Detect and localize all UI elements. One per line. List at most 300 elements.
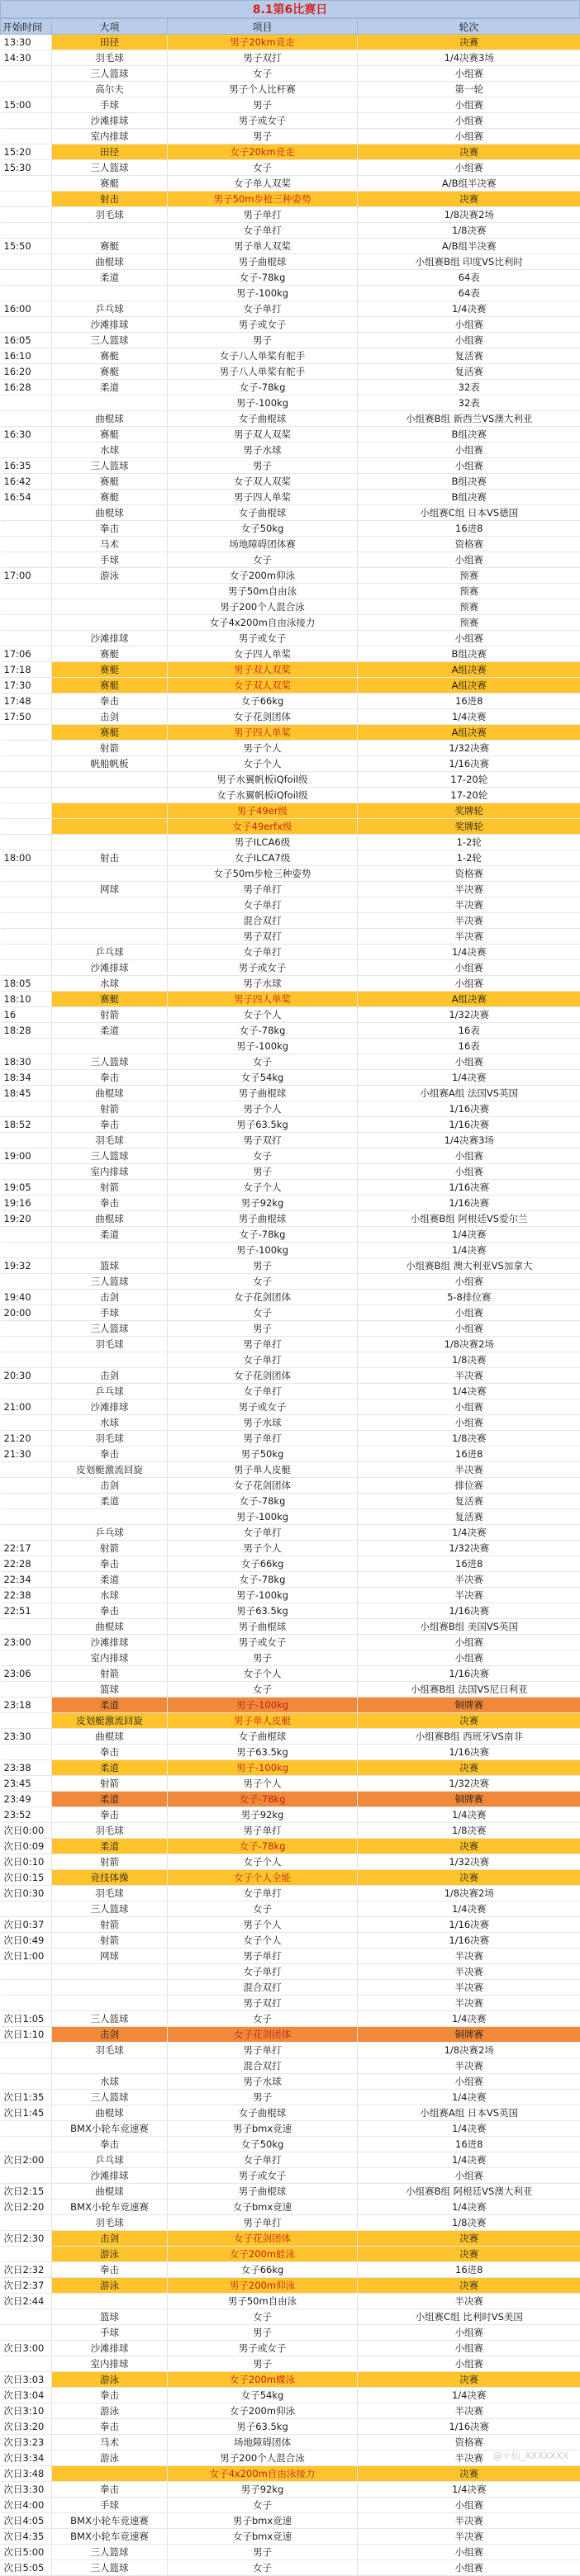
cell-round: 1/8决赛2场 — [358, 207, 580, 223]
cell-time: 22:38 — [1, 1588, 52, 1603]
cell-round: 16进8 — [358, 1556, 580, 1572]
cell-sport: 赛艇 — [52, 348, 168, 364]
table-row — [1, 1133, 580, 1148]
schedule-title: 8.1第6比赛日 — [0, 0, 580, 18]
cell-round: 16表 — [358, 1039, 580, 1054]
cell-event: 女子单打 — [168, 2152, 358, 2168]
table-row — [1, 2200, 580, 2215]
cell-sport: 室内排球 — [52, 2356, 168, 2372]
table-row — [1, 1603, 580, 1619]
table-row — [1, 395, 580, 411]
table-row — [1, 741, 580, 756]
cell-round: 半决赛 — [358, 2294, 580, 2309]
cell-sport: 柔道 — [52, 1839, 168, 1854]
cell-time: 19:40 — [1, 1290, 52, 1305]
cell-time — [1, 913, 52, 929]
cell-time: 17:06 — [1, 646, 52, 662]
cell-time — [1, 2074, 52, 2090]
cell-sport: 柔道 — [52, 1760, 168, 1776]
table-row — [1, 1494, 580, 1509]
cell-sport: 手球 — [52, 2498, 168, 2513]
cell-event: 混合双打 — [168, 913, 358, 929]
cell-round: 小组赛 — [358, 2498, 580, 2513]
cell-round: 1/4决赛 — [358, 2200, 580, 2215]
cell-time — [1, 1321, 52, 1337]
table-row — [1, 411, 580, 427]
cell-event: 男子曲棍球 — [168, 1211, 358, 1227]
cell-event: 女子曲棍球 — [168, 1729, 358, 1745]
cell-time: 22:51 — [1, 1603, 52, 1619]
table-row — [1, 2341, 580, 2356]
cell-time — [1, 788, 52, 803]
cell-round: 1/4决赛 — [358, 2388, 580, 2403]
table-row — [1, 2137, 580, 2152]
cell-time: 17:18 — [1, 662, 52, 678]
cell-event: 男子双打 — [168, 1996, 358, 2011]
cell-round: 小组赛 — [358, 960, 580, 976]
cell-sport: 游泳 — [52, 2451, 168, 2466]
table-row — [1, 286, 580, 301]
cell-sport: 沙滩排球 — [52, 113, 168, 129]
table-row — [1, 2247, 580, 2262]
cell-event: 男子水翼帆板iQfoil级 — [168, 772, 358, 788]
cell-time — [1, 1274, 52, 1290]
cell-event: 女子个人全能 — [168, 1870, 358, 1886]
cell-round: 小组赛 — [358, 160, 580, 176]
cell-event: 男子-100kg — [168, 1509, 358, 1525]
cell-sport: 三人篮球 — [52, 66, 168, 82]
cell-time — [1, 286, 52, 301]
cell-event: 男子个人 — [168, 1776, 358, 1792]
cell-time — [1, 1462, 52, 1478]
cell-sport: 马术 — [52, 2435, 168, 2451]
cell-round: 1-2轮 — [358, 850, 580, 866]
cell-time: 23:52 — [1, 1807, 52, 1823]
cell-sport: 羽毛球 — [52, 2043, 168, 2058]
cell-time: 21:30 — [1, 1447, 52, 1462]
cell-round: 1/4决赛 — [358, 2482, 580, 2498]
cell-time — [1, 2325, 52, 2341]
table-row — [1, 2513, 580, 2529]
cell-round: 64表 — [358, 286, 580, 301]
cell-time: 16:30 — [1, 427, 52, 443]
cell-round: 小组赛 — [358, 129, 580, 144]
cell-sport: 水球 — [52, 976, 168, 992]
cell-event: 女子单打 — [168, 1886, 358, 1901]
cell-time — [1, 2247, 52, 2262]
cell-round: 小组赛 — [358, 1148, 580, 1164]
cell-time: 18:10 — [1, 992, 52, 1007]
cell-time — [1, 1996, 52, 2011]
cell-sport — [52, 788, 168, 803]
table-row — [1, 2419, 580, 2435]
cell-event: 女子曲棍球 — [168, 505, 358, 521]
table-row — [1, 521, 580, 537]
cell-time: 19:05 — [1, 1180, 52, 1196]
cell-round: 决赛 — [358, 1870, 580, 1886]
schedule-table — [0, 18, 580, 2576]
cell-round: 小组赛 — [358, 443, 580, 458]
cell-round: 小组赛 — [358, 1399, 580, 1415]
cell-event: 男子个人比杆赛 — [168, 82, 358, 97]
cell-time — [1, 1164, 52, 1180]
cell-time — [1, 505, 52, 521]
cell-time: 17:48 — [1, 694, 52, 709]
cell-sport: 乒乓球 — [52, 945, 168, 960]
table-row — [1, 835, 580, 850]
cell-event: 女子个人 — [168, 1180, 358, 1196]
cell-round: 小组赛 — [358, 1054, 580, 1070]
cell-round: 预赛 — [358, 584, 580, 599]
cell-event: 男子曲棍球 — [168, 2184, 358, 2200]
cell-sport: 羽毛球 — [52, 1431, 168, 1447]
cell-time: 20:30 — [1, 1368, 52, 1384]
table-row — [1, 897, 580, 913]
cell-event: 男子50m自由泳 — [168, 2294, 358, 2309]
table-row — [1, 615, 580, 631]
cell-round: 16进8 — [358, 2262, 580, 2278]
cell-round: 半决赛 — [358, 1964, 580, 1980]
cell-sport: 羽毛球 — [52, 1337, 168, 1352]
cell-round: 决赛 — [358, 2247, 580, 2262]
cell-time: 次日5:00 — [1, 2545, 52, 2560]
cell-round: 1/8决赛 — [358, 1431, 580, 1447]
cell-event: 男子或女子 — [168, 960, 358, 976]
cell-event: 男子 — [168, 2090, 358, 2105]
table-row — [1, 725, 580, 741]
cell-sport: BMX小轮车竞速赛 — [52, 2529, 168, 2545]
cell-event: 女子花剑团体 — [168, 2027, 358, 2043]
cell-event: 男子-100kg — [168, 1760, 358, 1776]
cell-time: 18:34 — [1, 1070, 52, 1086]
table-row — [1, 35, 580, 50]
cell-sport: 羽毛球 — [52, 1133, 168, 1148]
table-row — [1, 1901, 580, 1917]
table-row — [1, 788, 580, 803]
table-row — [1, 819, 580, 835]
table-row — [1, 1792, 580, 1807]
cell-time: 次日3:20 — [1, 2419, 52, 2435]
cell-round: 小组赛A组 法国VS英国 — [358, 1086, 580, 1101]
table-row — [1, 552, 580, 568]
cell-event: 女子-78kg — [168, 1792, 358, 1807]
cell-time: 次日2:20 — [1, 2200, 52, 2215]
cell-event: 女子单打 — [168, 301, 358, 317]
cell-sport — [52, 1243, 168, 1258]
cell-time — [1, 1101, 52, 1117]
cell-time: 次日4:05 — [1, 2513, 52, 2529]
cell-event: 男子或女子 — [168, 2341, 358, 2356]
cell-round: 1/32决赛 — [358, 741, 580, 756]
cell-round: 16进8 — [358, 1447, 580, 1462]
cell-round: 复活赛 — [358, 364, 580, 380]
cell-event: 男子四人单桨 — [168, 490, 358, 505]
cell-event: 女子66kg — [168, 694, 358, 709]
cell-round: 半决赛 — [358, 1996, 580, 2011]
table-row — [1, 1917, 580, 1933]
table-row — [1, 1274, 580, 1290]
cell-sport: 皮划艇激流回旋 — [52, 1713, 168, 1729]
cell-sport — [52, 615, 168, 631]
table-row — [1, 1399, 580, 1415]
cell-sport: 沙滩排球 — [52, 1399, 168, 1415]
cell-sport: 赛艇 — [52, 646, 168, 662]
cell-event: 男子 — [168, 458, 358, 474]
cell-time: 22:17 — [1, 1541, 52, 1556]
cell-round: 半决赛 — [358, 2058, 580, 2074]
table-row — [1, 2325, 580, 2341]
cell-sport: 沙滩排球 — [52, 631, 168, 646]
cell-round: 1/4决赛 — [358, 1070, 580, 1086]
cell-sport: 三人篮球 — [52, 458, 168, 474]
cell-time — [1, 756, 52, 772]
cell-time — [1, 411, 52, 427]
cell-sport: 射箭 — [52, 1666, 168, 1682]
table-row — [1, 474, 580, 490]
table-row — [1, 2058, 580, 2074]
cell-event: 男子单打 — [168, 2215, 358, 2231]
table-row — [1, 1572, 580, 1588]
cell-time: 17:30 — [1, 678, 52, 694]
table-row — [1, 1650, 580, 1666]
table-row — [1, 2356, 580, 2372]
cell-sport: 赛艇 — [52, 725, 168, 741]
cell-event: 男子50m自由泳 — [168, 584, 358, 599]
cell-time: 次日2:37 — [1, 2278, 52, 2294]
cell-event: 女子 — [168, 1901, 358, 1917]
cell-round: 1/4决赛 — [358, 2121, 580, 2137]
cell-sport: 三人篮球 — [52, 1901, 168, 1917]
cell-event: 女子 — [168, 2309, 358, 2325]
cell-round: 1-2轮 — [358, 835, 580, 850]
table-row — [1, 1980, 580, 1996]
cell-event: 男子 — [168, 129, 358, 144]
cell-sport: 曲棍球 — [52, 1729, 168, 1745]
cell-round: 半决赛 — [358, 1980, 580, 1996]
cell-time — [1, 772, 52, 788]
cell-sport: 曲棍球 — [52, 505, 168, 521]
cell-event: 女子单打 — [168, 897, 358, 913]
cell-event: 女子-78kg — [168, 1023, 358, 1039]
cell-sport: 射击 — [52, 850, 168, 866]
cell-round: 小组赛B组 西班牙VS南非 — [358, 1729, 580, 1745]
cell-event: 女子单打 — [168, 223, 358, 239]
cell-event: 男子或女子 — [168, 2168, 358, 2184]
cell-round: 决赛 — [358, 1839, 580, 1854]
cell-time: 次日1:35 — [1, 2090, 52, 2105]
table-row — [1, 992, 580, 1007]
cell-round: 复活赛 — [358, 1494, 580, 1509]
cell-sport: 赛艇 — [52, 992, 168, 1007]
table-row — [1, 866, 580, 882]
cell-sport: 篮球 — [52, 2309, 168, 2325]
cell-sport — [52, 1039, 168, 1054]
cell-sport — [52, 1996, 168, 2011]
cell-time — [1, 1352, 52, 1368]
table-row — [1, 160, 580, 176]
table-row — [1, 1729, 580, 1745]
cell-time: 次日0:10 — [1, 1854, 52, 1870]
cell-event: 男子-100kg — [168, 395, 358, 411]
cell-round: 半决赛 — [358, 1572, 580, 1588]
cell-time: 18:52 — [1, 1117, 52, 1133]
cell-event: 场地障碍团体 — [168, 2435, 358, 2451]
cell-event: 女子花剑团体 — [168, 709, 358, 725]
cell-time: 次日1:45 — [1, 2105, 52, 2121]
cell-time: 18:28 — [1, 1023, 52, 1039]
cell-event: 女子花剑团体 — [168, 2231, 358, 2247]
table-row — [1, 317, 580, 333]
table-row — [1, 599, 580, 615]
cell-event: 女子bmx竞速 — [168, 2200, 358, 2215]
table-row — [1, 1447, 580, 1462]
cell-event: 男子个人 — [168, 1101, 358, 1117]
cell-sport: 室内排球 — [52, 1164, 168, 1180]
cell-round: 资格赛 — [358, 2435, 580, 2451]
cell-time: 18:00 — [1, 850, 52, 866]
cell-round: 奖牌轮 — [358, 803, 580, 819]
cell-round: 1/4决赛 — [358, 1243, 580, 1258]
cell-round: 小组赛 — [358, 631, 580, 646]
table-row — [1, 1054, 580, 1070]
cell-time — [1, 176, 52, 192]
cell-event: 女子个人 — [168, 1666, 358, 1682]
column-header-event: 项目 — [168, 19, 358, 35]
cell-time — [1, 1384, 52, 1399]
cell-event: 女子 — [168, 1148, 358, 1164]
cell-time — [1, 803, 52, 819]
cell-sport: 三人篮球 — [52, 333, 168, 348]
table-row — [1, 1635, 580, 1650]
cell-round: 1/32决赛 — [358, 1541, 580, 1556]
table-row — [1, 1949, 580, 1964]
table-row — [1, 1698, 580, 1713]
cell-event: 男子单打 — [168, 1823, 358, 1839]
table-row — [1, 1352, 580, 1368]
cell-event: 男子单人皮艇 — [168, 1462, 358, 1478]
cell-sport: 沙滩排球 — [52, 2168, 168, 2184]
cell-event: 女子八人单桨有舵手 — [168, 348, 358, 364]
cell-time: 次日2:44 — [1, 2294, 52, 2309]
cell-event: 女子50m步枪三种姿势 — [168, 866, 358, 882]
cell-event: 女子花剑团体 — [168, 1478, 358, 1494]
cell-time — [1, 395, 52, 411]
cell-round: 复活赛 — [358, 348, 580, 364]
cell-event: 女子 — [168, 2560, 358, 2576]
cell-time: 23:06 — [1, 1666, 52, 1682]
cell-time: 16:00 — [1, 301, 52, 317]
cell-sport: 乒乓球 — [52, 1525, 168, 1541]
cell-time — [1, 2121, 52, 2137]
cell-round: 1/4决赛3场 — [358, 1133, 580, 1148]
table-row — [1, 1996, 580, 2011]
cell-round: 1/16决赛 — [358, 1180, 580, 1196]
table-row — [1, 1541, 580, 1556]
table-row — [1, 113, 580, 129]
cell-sport: 拳击 — [52, 1745, 168, 1760]
cell-round: 1/4决赛 — [358, 2090, 580, 2105]
cell-time — [1, 552, 52, 568]
cell-round: 半决赛 — [358, 1588, 580, 1603]
cell-round: 半决赛 — [358, 897, 580, 913]
cell-round: A组决赛 — [358, 725, 580, 741]
cell-time — [1, 1980, 52, 1996]
table-row — [1, 976, 580, 992]
cell-event: 女子 — [168, 2498, 358, 2513]
cell-time: 16:05 — [1, 333, 52, 348]
cell-sport — [52, 1509, 168, 1525]
cell-event: 男子 — [168, 1258, 358, 1274]
cell-event: 混合双打 — [168, 2058, 358, 2074]
cell-time: 次日3:10 — [1, 2403, 52, 2419]
cell-sport: 柔道 — [52, 1494, 168, 1509]
table-row — [1, 2168, 580, 2184]
cell-time — [1, 1415, 52, 1431]
table-row — [1, 2105, 580, 2121]
table-row — [1, 348, 580, 364]
cell-event: 女子双人双桨 — [168, 474, 358, 490]
table-row — [1, 2043, 580, 2058]
cell-round: 小组赛 — [358, 2560, 580, 2576]
cell-sport — [52, 929, 168, 945]
cell-sport — [52, 1980, 168, 1996]
cell-time: 23:49 — [1, 1792, 52, 1807]
cell-time: 21:20 — [1, 1431, 52, 1447]
table-row — [1, 2435, 580, 2451]
cell-event: 女子66kg — [168, 2262, 358, 2278]
cell-round: 小组赛 — [358, 1305, 580, 1321]
cell-event: 男子八人单桨有舵手 — [168, 364, 358, 380]
cell-round: 小组赛 — [358, 333, 580, 348]
cell-sport: 竞技体操 — [52, 1870, 168, 1886]
cell-round: 1/8决赛 — [358, 1823, 580, 1839]
cell-time — [1, 270, 52, 286]
cell-time: 次日0:09 — [1, 1839, 52, 1854]
cell-event: 男子水球 — [168, 1415, 358, 1431]
table-row — [1, 1478, 580, 1494]
cell-event: 男子49er级 — [168, 803, 358, 819]
table-row — [1, 772, 580, 788]
cell-sport: 射箭 — [52, 1180, 168, 1196]
cell-event: 男子-100kg — [168, 1588, 358, 1603]
cell-round: 1/32决赛 — [358, 1854, 580, 1870]
cell-round: 1/4决赛 — [358, 945, 580, 960]
table-row — [1, 1086, 580, 1101]
cell-time — [1, 2356, 52, 2372]
cell-time: 18:05 — [1, 976, 52, 992]
table-row — [1, 1196, 580, 1211]
cell-time: 16:10 — [1, 348, 52, 364]
table-row — [1, 1713, 580, 1729]
cell-sport: 拳击 — [52, 521, 168, 537]
cell-event: 女子 — [168, 1274, 358, 1290]
cell-event: 女子个人 — [168, 1933, 358, 1949]
cell-sport — [52, 897, 168, 913]
cell-time — [1, 207, 52, 223]
cell-time — [1, 1133, 52, 1148]
table-row — [1, 301, 580, 317]
cell-sport: 拳击 — [52, 694, 168, 709]
cell-event: 男子单打 — [168, 207, 358, 223]
table-row — [1, 929, 580, 945]
cell-event: 男子单打 — [168, 1431, 358, 1447]
cell-round: 1/8决赛 — [358, 2215, 580, 2231]
cell-sport: 拳击 — [52, 1807, 168, 1823]
table-row — [1, 2090, 580, 2105]
cell-round: 1/16决赛 — [358, 1745, 580, 1760]
cell-round: 1/8决赛2场 — [358, 2043, 580, 2058]
cell-round: B组决赛 — [358, 646, 580, 662]
